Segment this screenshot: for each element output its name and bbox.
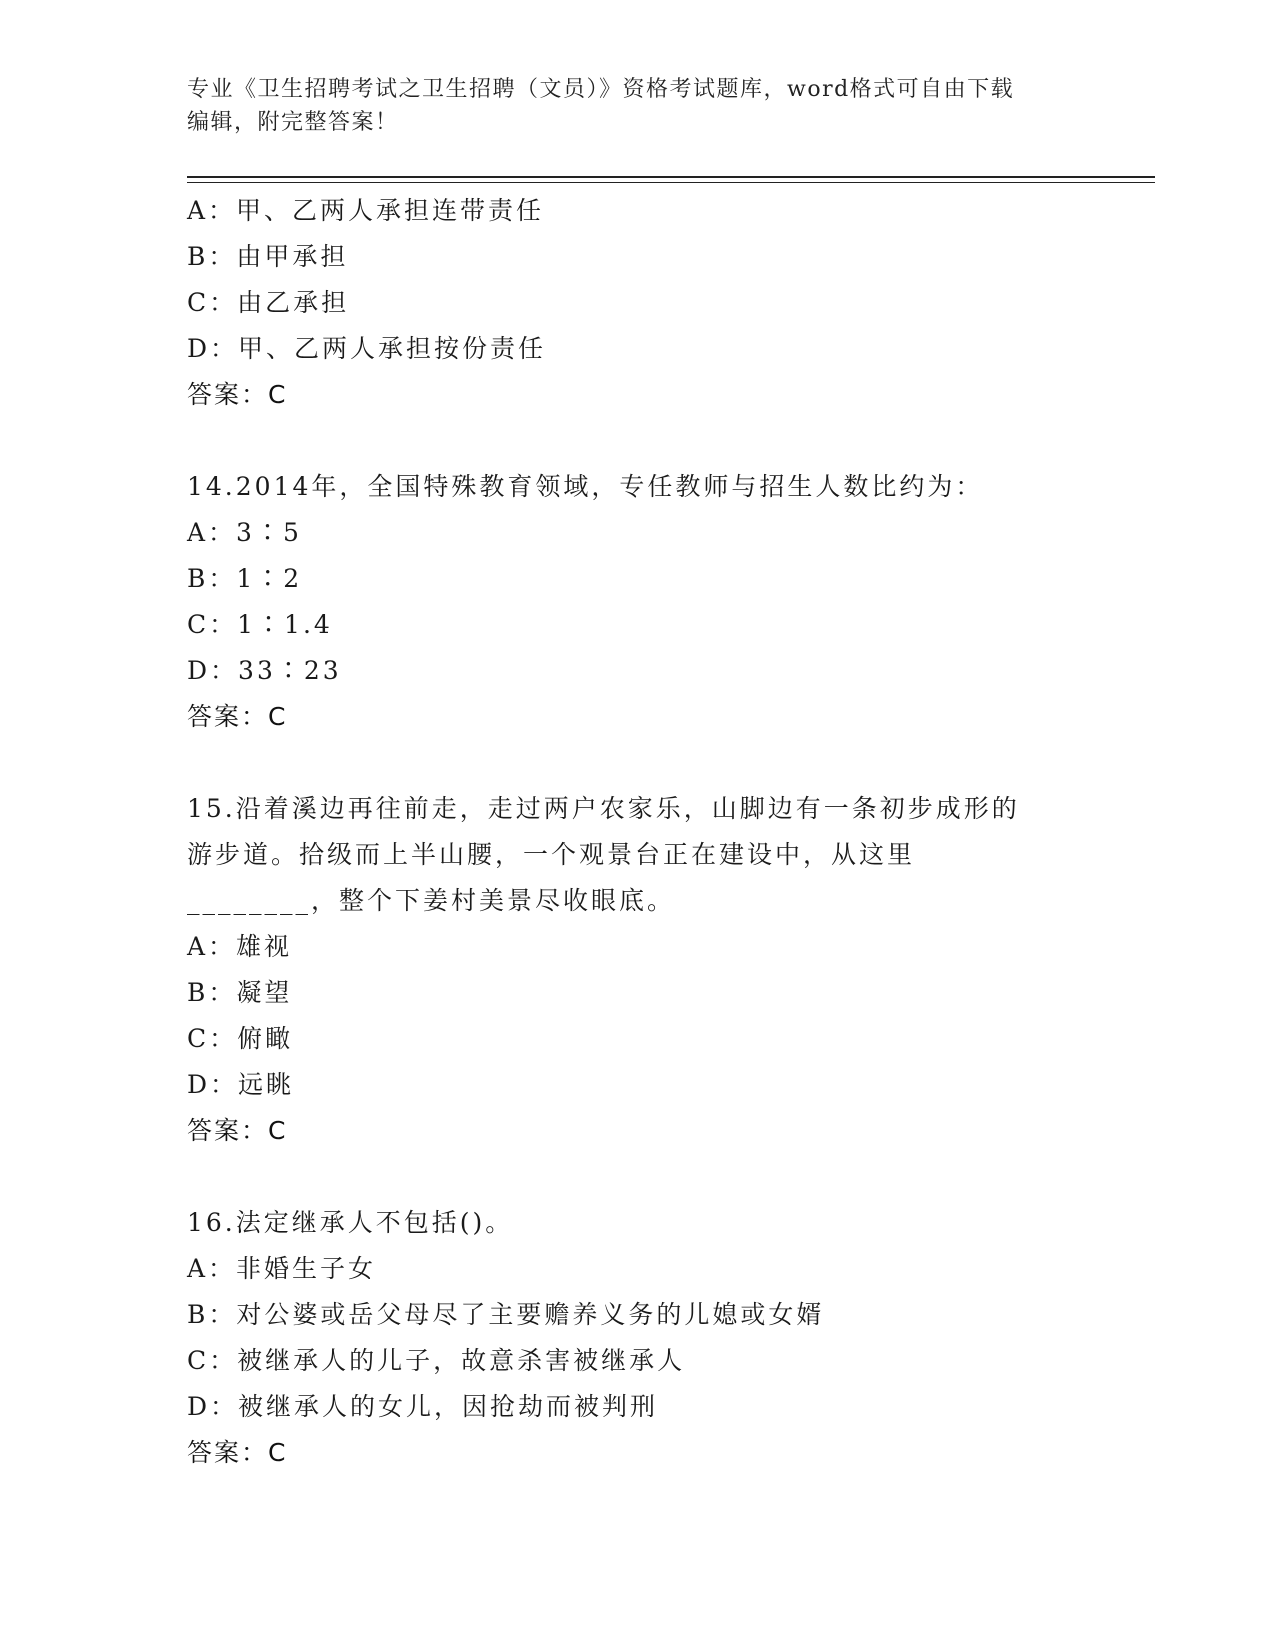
option-d: D：被继承人的女儿，因抢劫而被判刑 — [187, 1392, 659, 1421]
option-b: B：1∶2 — [187, 564, 303, 593]
option-d: D：远眺 — [187, 1070, 295, 1099]
option-b: B：对公婆或岳父母尽了主要赡养义务的儿媳或女婿 — [187, 1300, 825, 1329]
option-a: A：雄视 — [187, 932, 293, 961]
question-15 — [187, 786, 1087, 1154]
document-header — [187, 73, 1067, 139]
question-stem: 15.沿着溪边再往前走，走过两户农家乐，山脚边有一条初步成形的游步道。拾级而上半山腰，一个观景台正在建设中，从这里________，整个下姜村美景尽收眼底。 — [187, 794, 1020, 915]
option-b: B：由甲承担 — [187, 242, 349, 271]
header-divider-thick — [187, 176, 1155, 178]
header-divider-thin — [187, 182, 1155, 183]
question-stem: 16.法定继承人不包括()。 — [187, 1208, 514, 1237]
option-a: A：3∶5 — [187, 518, 302, 547]
answer-line: 答案：C — [187, 702, 288, 731]
spacer — [187, 418, 1087, 464]
spacer — [187, 1154, 1087, 1200]
question-13 — [187, 188, 1087, 418]
option-c: C：由乙承担 — [187, 288, 350, 317]
option-b: B：凝望 — [187, 978, 293, 1007]
option-c: C：1∶1.4 — [187, 610, 333, 639]
header-title-line-2: 编辑，附完整答案！ — [187, 110, 399, 135]
option-a: A：非婚生子女 — [187, 1254, 377, 1283]
question-stem: 14.2014年，全国特殊教育领域，专任教师与招生人数比约为： — [187, 472, 984, 501]
option-c: C：俯瞰 — [187, 1024, 294, 1053]
spacer — [187, 740, 1087, 786]
option-a: A：甲、乙两人承担连带责任 — [187, 196, 545, 225]
option-c: C：被继承人的儿子，故意杀害被继承人 — [187, 1346, 686, 1375]
answer-line: 答案：C — [187, 1438, 288, 1467]
answer-line: 答案：C — [187, 1116, 288, 1145]
question-14 — [187, 464, 1087, 740]
answer-line: 答案：C — [187, 380, 288, 409]
header-title-line-1: 专业《卫生招聘考试之卫生招聘（文员）》资格考试题库，word格式可自由下载 — [187, 77, 1015, 102]
question-list — [187, 188, 1087, 1476]
option-d: D：33∶23 — [187, 656, 342, 685]
option-d: D：甲、乙两人承担按份责任 — [187, 334, 547, 363]
question-16 — [187, 1200, 1087, 1476]
